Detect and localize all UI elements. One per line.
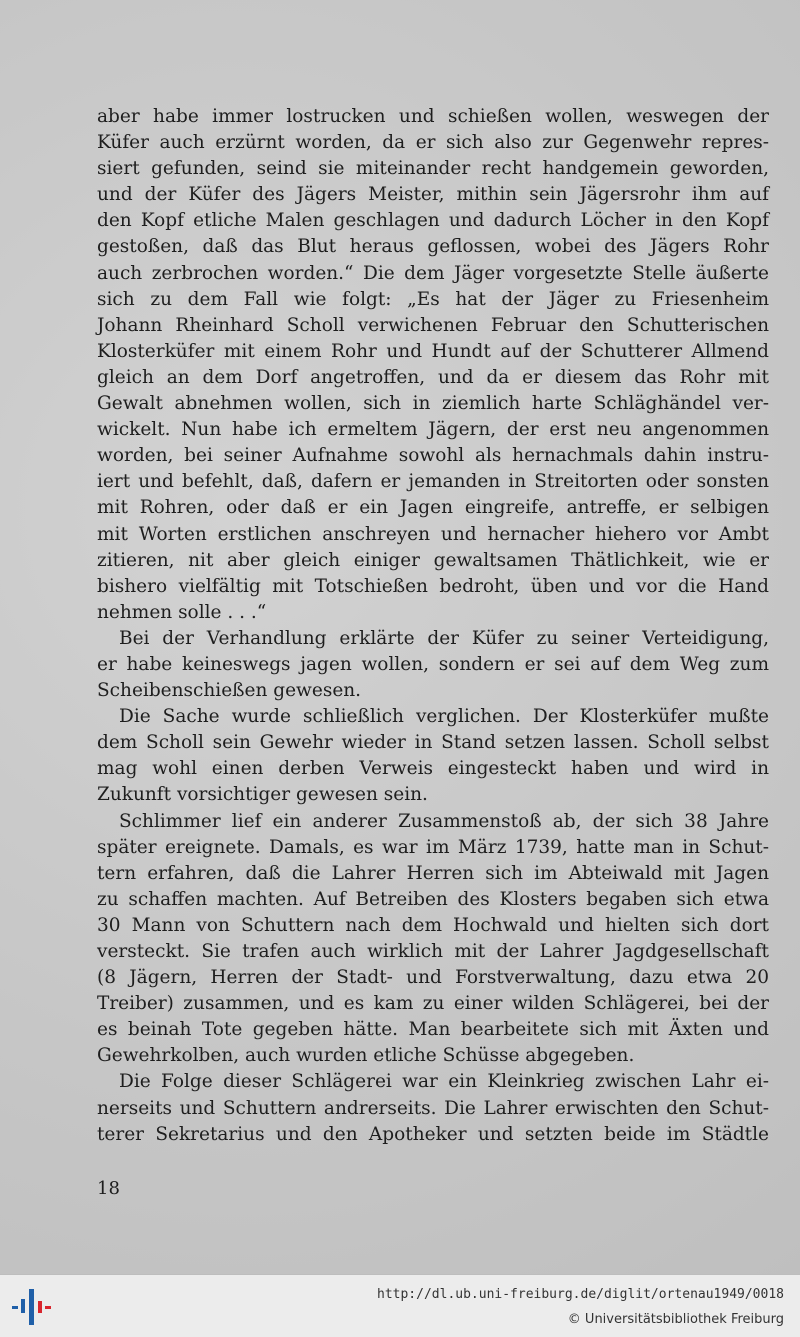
- text-line: und der Küfer des Jägers Meister, mithin sein Jägersrohr ihm auf: [97, 184, 769, 206]
- text-line: versteckt. Sie trafen auch wirklich mit der Lahrer Jagdgesellschaft: [97, 941, 769, 962]
- body-text: [97, 104, 769, 1148]
- text-line: es beinah Tote gegeben hätte. Man bearbeitete sich mit Äxten und: [97, 1019, 769, 1041]
- text-line: mit Rohren, oder daß er ein Jagen eingreife, antreffe, er selbigen: [97, 497, 769, 519]
- copyright-notice: © Universitätsbibliothek Freiburg: [567, 1312, 784, 1327]
- text-line: zitieren, nit aber gleich einiger gewaltsamen Thätlichkeit, wie er: [97, 549, 769, 571]
- text-line: Johann Rheinhard Scholl verwichenen Februar den Schutterischen: [97, 314, 769, 336]
- text-line: Klosterküfer mit einem Rohr und Hundt auf der Schutterer Allmend: [97, 340, 769, 362]
- text-line: iert und befehlt, daß, dafern er jemanden in Streitorten oder sonsten: [97, 471, 769, 493]
- text-line: gleich an dem Dorf angetroffen, und da er diesem das Rohr mit: [97, 366, 769, 388]
- text-line: Zukunft vorsichtiger gewesen sein.: [97, 784, 428, 806]
- source-url-link[interactable]: http://dl.ub.uni-freiburg.de/diglit/ortenau1949/0018: [377, 1287, 784, 1302]
- text-line: gestoßen, daß das Blut heraus geflossen, wobei des Jägers Rohr: [97, 236, 769, 258]
- text-line: Scheibenschießen gewesen.: [97, 680, 362, 702]
- text-line: nerseits und Schuttern andrerseits. Die Lahrer erwischten den Schut-: [97, 1097, 769, 1119]
- text-line: auch zerbrochen worden.“ Die dem Jäger vorgesetzte Stelle äußerte: [97, 262, 769, 284]
- text-line: später ereignete. Damals, es war im März 1739, hatte man in Schut-: [97, 836, 769, 858]
- page-number: 18: [97, 1178, 120, 1199]
- text-line: bishero vielfältig mit Totschießen bedroht, üben und vor die Hand: [97, 575, 769, 597]
- text-line: nehmen solle . . .“: [97, 601, 267, 623]
- text-line: Schlimmer lief ein anderer Zusammenstoß ab, der sich 38 Jahre: [119, 810, 769, 832]
- text-line: (8 Jägern, Herren der Stadt- und Forstverwaltung, dazu etwa 20: [97, 967, 769, 989]
- text-line: mag wohl einen derben Verweis eingesteckt haben und wird in: [97, 758, 769, 780]
- text-line: worden, bei seiner Aufnahme sowohl als hernachmals dahin instru-: [97, 445, 769, 467]
- text-line: Die Folge dieser Schlägerei war ein Kleinkrieg zwischen Lahr ei-: [119, 1071, 769, 1093]
- viewer-footer: [0, 1274, 800, 1337]
- text-line: den Kopf etliche Malen geschlagen und dadurch Löcher in den Kopf: [97, 210, 769, 232]
- text-line: zu schaffen machten. Auf Betreiben des Klosters begaben sich etwa: [97, 888, 769, 910]
- text-line: Treiber) zusammen, und es kam zu einer wilden Schlägerei, bei der: [97, 993, 769, 1015]
- text-line: aber habe immer lostrucken und schießen wollen, weswegen der: [97, 106, 769, 127]
- text-line: mit Worten erstlichen anschreyen und hernacher hiehero vor Ambt: [97, 523, 769, 545]
- text-line: dem Scholl sein Gewehr wieder in Stand setzen lassen. Scholl selbst: [97, 732, 769, 754]
- ub-freiburg-logo-icon: [12, 1289, 52, 1325]
- text-line: Bei der Verhandlung erklärte der Küfer zu seiner Verteidigung,: [119, 627, 769, 649]
- text-line: Gewehrkolben, auch wurden etliche Schüsse abgegeben.: [97, 1045, 635, 1067]
- text-line: 30 Mann von Schuttern nach dem Hochwald und hielten sich dort: [97, 914, 769, 936]
- text-line: terer Sekretarius und den Apotheker und setzten beide im Städtle: [97, 1123, 769, 1145]
- text-line: wickelt. Nun habe ich ermeltem Jägern, der erst neu angenommen: [97, 419, 769, 441]
- text-line: Gewalt abnehmen wollen, sich in ziemlich harte Schläghändel ver-: [97, 393, 769, 415]
- text-line: Die Sache wurde schließlich verglichen. Der Klosterküfer mußte: [119, 706, 769, 728]
- text-line: sich zu dem Fall wie folgt: „Es hat der Jäger zu Friesenheim: [97, 288, 769, 310]
- text-line: er habe keineswegs jagen wollen, sondern er sei auf dem Weg zum: [97, 653, 769, 675]
- text-line: siert gefunden, seind sie miteinander recht handgemein geworden,: [97, 158, 769, 180]
- text-line: tern erfahren, daß die Lahrer Herren sich im Abteiwald mit Jagen: [97, 862, 769, 884]
- text-line: Küfer auch erzürnt worden, da er sich also zur Gegenwehr repres-: [97, 132, 769, 154]
